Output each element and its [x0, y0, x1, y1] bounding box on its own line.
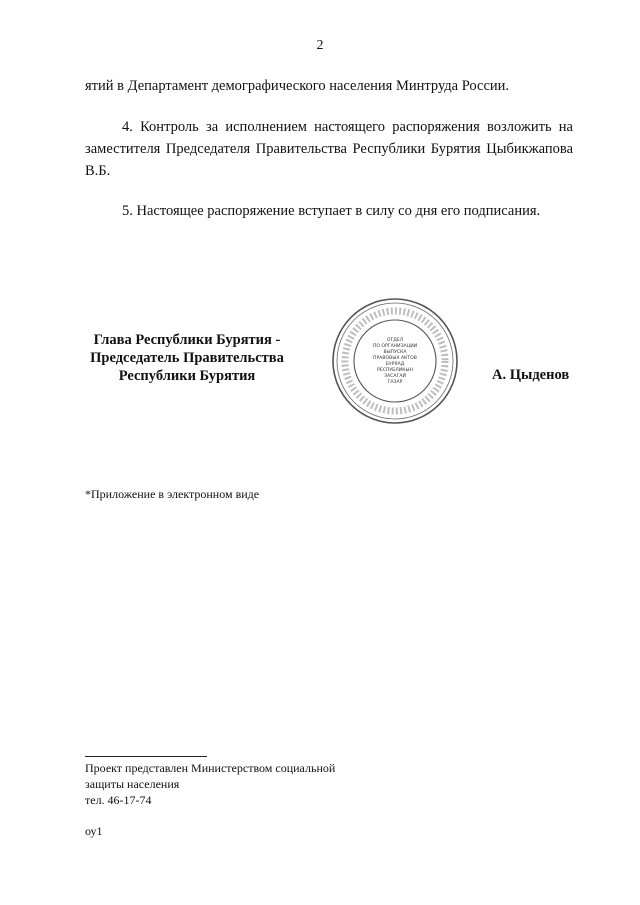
- footer-divider: [85, 756, 207, 757]
- paragraph-5: 5. Настоящее распоряжение вступает в силу со дня его подписания.: [122, 203, 541, 219]
- seal-text-line: РЕСПУБЛИКЫН: [377, 368, 413, 373]
- official-seal: [330, 296, 460, 426]
- seal-text-line: ПО ОРГАНИЗАЦИИ: [372, 344, 418, 349]
- signatory-title-line-1: Глава Республики Бурятия -: [93, 332, 281, 348]
- seal-text-line: ОТДЕЛ: [386, 338, 404, 343]
- document-code: оу1: [85, 824, 103, 838]
- seal-text-line: БУРЯАД: [385, 362, 405, 367]
- seal-text-line: ВЫПУСКА: [383, 350, 407, 355]
- seal-text-line: ГАЗАР: [387, 380, 403, 385]
- seal-text-line: ЗАСАГАЙ: [384, 374, 406, 379]
- page-number: 2: [316, 38, 324, 53]
- signatory-title-line-2: Председатель Правительства: [90, 350, 284, 366]
- signatory-title: [80, 331, 294, 385]
- signatory-title-line-3: Республики Бурятия: [118, 368, 256, 384]
- attachment-note: *Приложение в электронном виде: [85, 487, 260, 501]
- paragraph-4: 4. Контроль за исполнением настоящего распоряжения возложить на заместителя Председателя Правительства Республики Бурятия Цыбикжапова В.Б.: [85, 119, 573, 179]
- footer-line-1: Проект представлен Министерством социальной: [85, 761, 336, 775]
- footer-note: [85, 760, 335, 808]
- seal-text-line: ПРАВОВЫХ АКТОВ: [373, 356, 417, 361]
- paragraph-continuation: ятий в Департамент демографического населения Минтруда России.: [85, 78, 510, 94]
- signer-name: А. Цыденов: [492, 367, 570, 383]
- footer-line-3: тел. 46-17-74: [85, 793, 152, 807]
- footer-line-2: защиты населения: [85, 777, 180, 791]
